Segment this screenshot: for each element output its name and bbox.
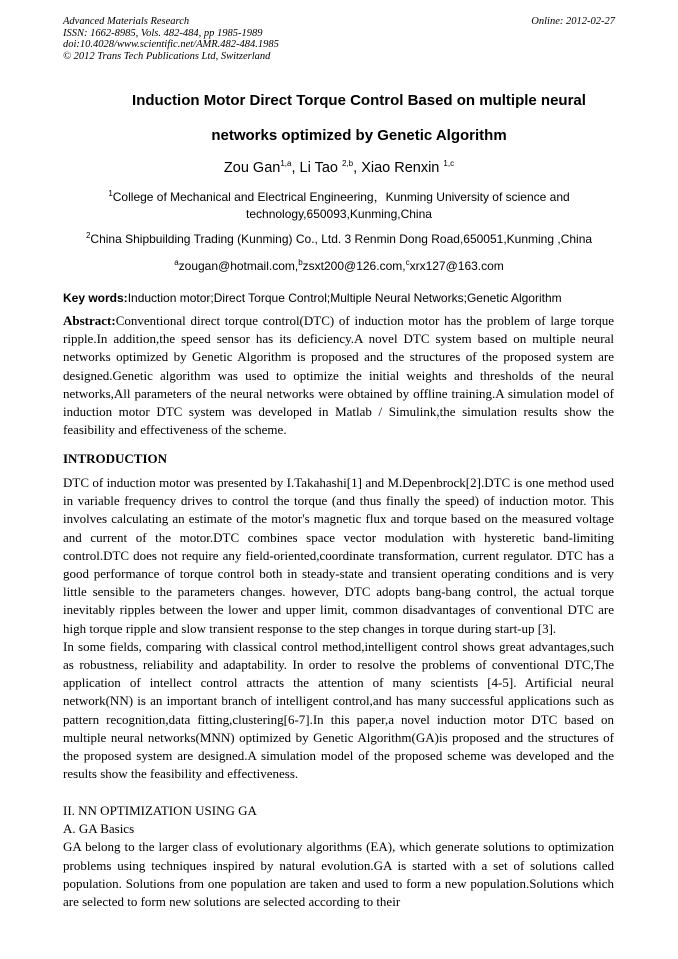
affiliation-mark: 1 (108, 189, 113, 198)
affiliation-2 (60, 231, 618, 248)
affiliation-text: China Shipbuilding Trading (Kunming) Co., Ltd. 3 Renmin Dong Road,650051,Kunming ,China (90, 232, 593, 246)
online-date: Online: 2012-02-27 (531, 16, 615, 27)
author-affiliation-mark: 1,c (443, 159, 455, 169)
author-affiliation-mark: 2,b (342, 159, 354, 169)
paragraph: In some fields, comparing with classical control method,intelligent control shows great advantages,such as robustness, reliability and adaptability. In order to resolve the problems of conventional DTC,The application of intellect control attracts the attention of many scientists [4-5]. Artificial neural network(NN) is an important branch of intelligent control,and has many successful applications such as pattern recognition,data fitting,clustering[6-7].In this paper,a novel induction motor DTC based on multiple neural networks(MNN) optimized by Genetic Algorithm(GA)is proposed and the structures of the proposed system are designed.A simulation model of the proposed scheme was developed and the results show the feasibility and effectiveness. (63, 638, 614, 782)
author-name: Xiao Renxin (361, 160, 444, 176)
section-2 (63, 802, 614, 911)
email-mark: b (298, 258, 303, 267)
introduction-body (63, 474, 614, 783)
introduction-heading: INTRODUCTION (63, 451, 168, 466)
keywords (63, 291, 623, 305)
author-separator: , (291, 160, 300, 176)
paragraph: DTC of induction motor was presented by I.Takahashi[1] and M.Depenbrock[2].DTC is one method used in variable frequency drives to control the torque (and thus finally the speed) of induction motor. This involves calculating an estimate of the motor's magnetic flux and torque based on the measured voltage and current of the motor.DTC combines space vector modulation with hysteretic band-limiting control.DTC does not require any field-oriented,coordinate transformation, current regulator. DTC has a good performance of torque control both in steady-state and transient operating conditions and is very little sensible to the parameters changes. however, DTC adopts bang-bang control, the actual torque inevitably ripples between the lower and upper limit, common disadvantages of conventional DTC are high torque ripple and slow transient response to the step changes in torque during start-up [3]. (63, 475, 614, 636)
author-affiliation-mark: 1,a (280, 159, 292, 169)
author-list (60, 160, 618, 176)
journal-name: Advanced Materials Research (63, 16, 190, 27)
affiliation-1 (60, 189, 618, 223)
affiliation-text: technology,650093,Kunming,China (246, 207, 432, 221)
email-mark: c (405, 258, 410, 267)
paragraph: GA belong to the larger class of evolutionary algorithms (EA), which generate solutions to optimization problems using techniques inspired by natural evolution.GA is started with a set of solutions called population. Solutions from one population are taken and used to form a new population.Solutions which are selected to form new solutions are selected according to their (63, 839, 614, 910)
copyright-line: © 2012 Trans Tech Publications Ltd, Switzerland (63, 50, 271, 62)
paper-title-line-2: networks optimized by Genetic Algorithm (211, 127, 507, 144)
email-mark: a (174, 258, 179, 267)
abstract-label: Abstract: (63, 313, 116, 328)
keywords-label: Key words: (63, 291, 128, 305)
email-address: xrx127@163.com (409, 259, 504, 273)
author-name: Li Tao (299, 160, 342, 176)
doi-line: doi:10.4028/www.scientific.net/AMR.482-484.1985 (63, 39, 279, 50)
author-name: Zou Gan (223, 160, 281, 176)
author-emails (60, 258, 618, 275)
abstract-text: Conventional direct torque control(DTC) of induction motor has the problem of large torque ripple.In addition,the speed sensor has its deficiency.A novel DTC system based on multiple neural networks optimized by Genetic Algorithm is proposed and the structures of the proposed system are designed.Genetic algorithm was used to optimize the initial weights and thresholds of the neural networks,All parameters of the neural networks were obtained by offline training.A simulation model of induction motor DTC system was developed in Matlab / Simulink,the simulation results show the feasibility and effectiveness of the scheme. (63, 313, 614, 438)
email-address: zougan@hotmail.com, (178, 259, 299, 273)
subsection-heading: A. GA Basics (63, 821, 135, 837)
journal-header (63, 16, 279, 62)
abstract (63, 312, 614, 439)
paper-title-line-1: Induction Motor Direct Torque Control Based on multiple neural (132, 92, 586, 109)
section-heading: II. NN OPTIMIZATION USING GA (63, 803, 257, 818)
email-address: zsxt200@126.com, (302, 259, 406, 273)
author-separator: , (353, 160, 362, 176)
affiliation-mark: 2 (85, 231, 91, 240)
issn-line: ISSN: 1662-8985, Vols. 482-484, pp 1985-1989 (63, 27, 263, 39)
affiliation-text: College of Mechanical and Electrical Engineering，Kunming University of science and (112, 190, 570, 204)
keywords-text: Induction motor;Direct Torque Control;Multiple Neural Networks;Genetic Algorithm (127, 291, 562, 305)
